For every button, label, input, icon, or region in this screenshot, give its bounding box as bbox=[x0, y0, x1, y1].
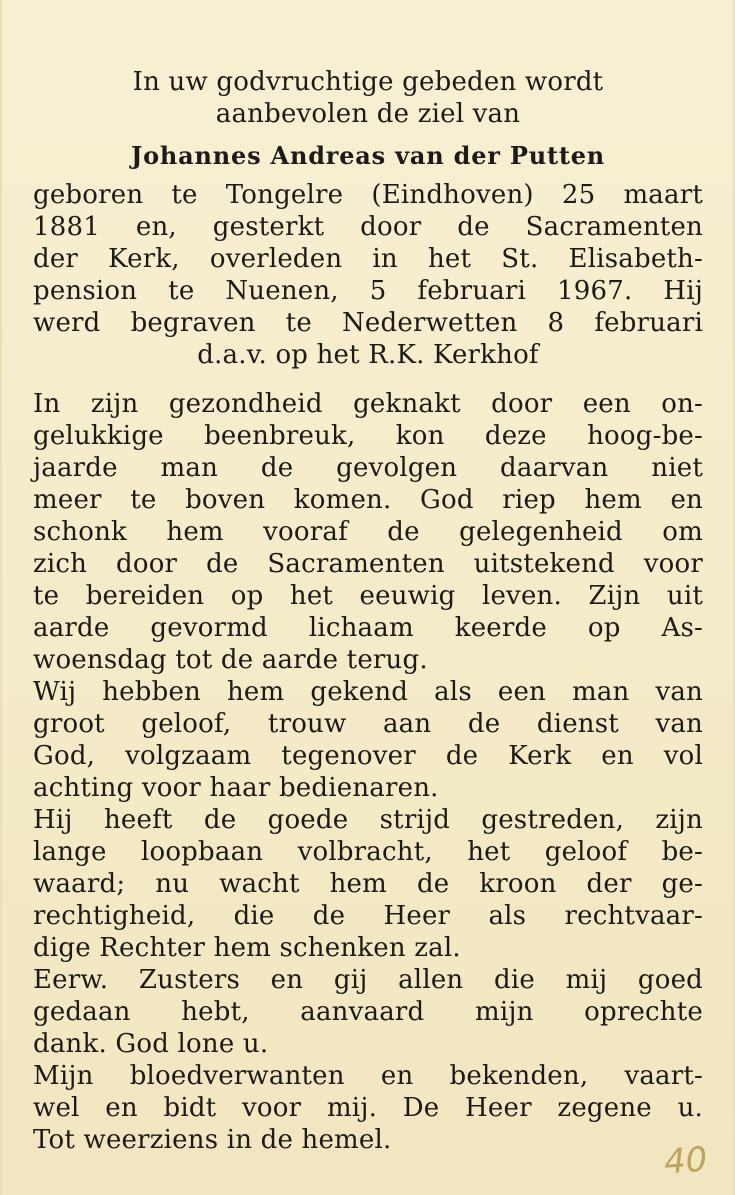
body-line: dige Rechter hem schenken zal. bbox=[33, 933, 461, 963]
body-line: gedaan hebt, aanvaard mijn oprechte bbox=[33, 997, 703, 1027]
biography-section bbox=[33, 179, 703, 371]
body-line: Tot weerziens in de hemel. bbox=[33, 1125, 392, 1155]
biography-line: d.a.v. op het R.K. Kerkhof bbox=[197, 340, 539, 370]
biography-line: werd begraven te Nederwetten 8 februari bbox=[33, 308, 703, 338]
body-line: wel en bidt voor mij. De Heer zegene u. bbox=[33, 1093, 703, 1123]
intro-line: In uw godvruchtige gebeden wordt bbox=[132, 67, 604, 97]
body-line: meer te boven komen. God riep hem en bbox=[33, 485, 703, 515]
body-line: Eerw. Zusters en gij allen die mij goed bbox=[33, 965, 703, 995]
body-line: te bereiden op het eeuwig leven. Zijn uit bbox=[33, 581, 703, 611]
body-line: groot geloof, trouw aan de dienst van bbox=[33, 709, 703, 739]
body-line: jaarde man de gevolgen daarvan niet bbox=[33, 453, 703, 483]
biography-line: 1881 en, gesterkt door de Sacramenten bbox=[33, 212, 703, 242]
body-line: achting voor haar bedienaren. bbox=[33, 773, 439, 803]
body-line: dank. God lone u. bbox=[33, 1029, 269, 1059]
body-line: woensdag tot de aarde terug. bbox=[33, 645, 428, 675]
intro-line: aanbevolen de ziel van bbox=[215, 99, 521, 129]
body-line: God, volgzaam tegenover de Kerk en vol bbox=[33, 741, 703, 771]
body-line: aarde gevormd lichaam keerde op As- bbox=[33, 613, 703, 643]
body-line: rechtigheid, die de Heer als rechtvaar- bbox=[33, 901, 703, 931]
deceased-name: Johannes Andreas van der Putten bbox=[130, 141, 606, 170]
body-line: lange loopbaan volbracht, het geloof be- bbox=[33, 837, 703, 867]
body-line: Mijn bloedverwanten en bekenden, vaart- bbox=[33, 1061, 703, 1091]
body-line: gelukkige beenbreuk, kon deze hoog-be- bbox=[33, 421, 703, 451]
biography-line: der Kerk, overleden in het St. Elisabeth- bbox=[33, 244, 703, 274]
body-line: waard; nu wacht hem de kroon der ge- bbox=[33, 869, 703, 899]
deceased-name-section bbox=[33, 140, 703, 172]
body-text-section bbox=[33, 388, 703, 1156]
biography-line: geboren te Tongelre (Eindhoven) 25 maart bbox=[33, 180, 703, 210]
pencil-mark: 40 bbox=[662, 1139, 709, 1183]
body-line: schonk hem vooraf de gelegenheid om bbox=[33, 517, 703, 547]
body-line: In zijn gezondheid geknakt door een on- bbox=[33, 389, 703, 419]
intro-section bbox=[33, 66, 703, 130]
body-line: Wij hebben hem gekend als een man van bbox=[33, 677, 703, 707]
biography-line: pension te Nuenen, 5 februari 1967. Hij bbox=[33, 276, 703, 306]
body-line: Hij heeft de goede strijd gestreden, zijn bbox=[33, 805, 703, 835]
body-line: zich door de Sacramenten uitstekend voor bbox=[33, 549, 703, 579]
